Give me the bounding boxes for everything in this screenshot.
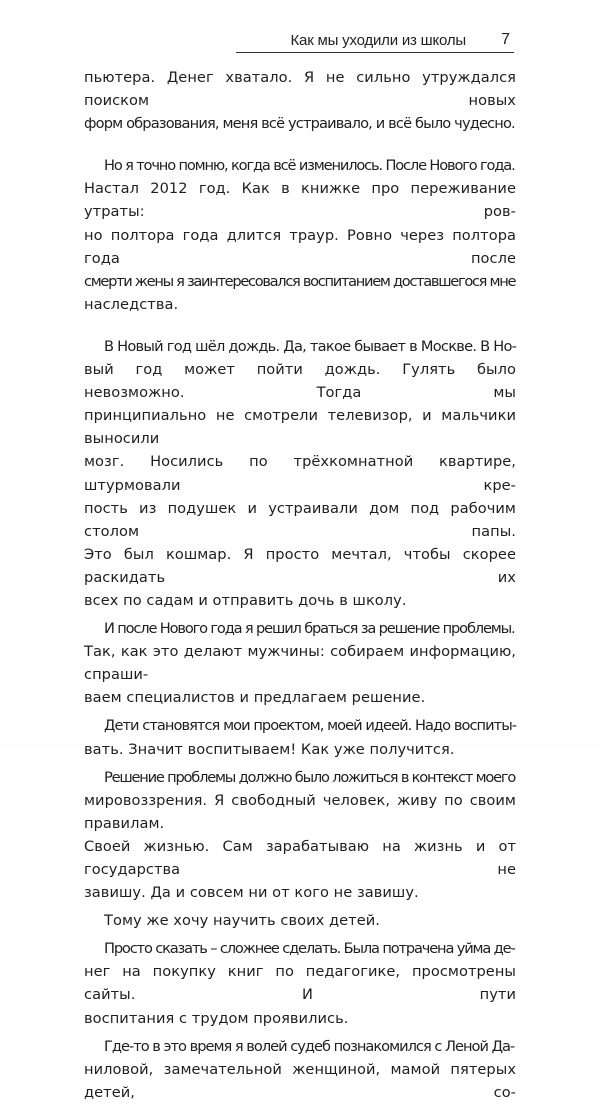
text-line: ниловой, замечательной женщиной, мамой пятерых детей, со- <box>84 1060 516 1101</box>
text-line: всех по садам и отправить дочь в школу. <box>84 591 407 609</box>
text-line: Но я точно помню, когда всё изменилось. После Нового года. <box>104 157 515 175</box>
text-line: мировоззрения. Я свободный человек, живу по своим правилам. <box>84 791 516 832</box>
text-line: принципиально не смотрели телевизор, и мальчики выносили <box>84 407 516 448</box>
text-line: вать. Значит воспитываем! Как уже получится. <box>84 740 455 758</box>
text-line: Тому же хочу научить своих детей. <box>104 912 380 930</box>
text-line: Решение проблемы должно было ложиться в контекст моего <box>104 768 516 786</box>
text-line: ваем специалистов и предлагаем решение. <box>84 689 426 707</box>
text-line: И после Нового года я решил браться за решение проблемы. <box>104 620 515 638</box>
text-line: Так, как это делают мужчины: собираем информацию, спраши- <box>84 643 516 684</box>
text-line: Дети становятся мои проектом, моей идеей. Надо воспиты- <box>104 717 517 735</box>
text-line: нег на покупку книг по педагогике, просмотрены сайты. И пути <box>84 963 516 1004</box>
text-line: смерти жены я заинтересовался воспитанием доставшегося мне <box>84 272 516 290</box>
running-header <box>236 30 514 53</box>
text-line: пость из подушек и устраивали дом под рабочим столом папы. <box>84 499 516 540</box>
text-line: Настал 2012 год. Как в книжке про переживание утраты: ров- <box>84 180 516 221</box>
text-line: форм образования, меня всё устраивало, и всё было чудесно. <box>84 115 515 133</box>
text-line: но полтора года длится траур. Ровно через полтора года после <box>84 226 516 267</box>
text-line: пьютера. Денег хватало. Я не сильно утруждался поиском новых <box>84 69 516 110</box>
page-number: 7 <box>501 31 510 48</box>
text-line: мозг. Носились по трёхкомнатной квартире, штурмовали кре- <box>84 453 516 494</box>
text-line: воспитания с трудом проявились. <box>84 1009 349 1027</box>
running-title: Как мы уходили из школы <box>290 32 466 49</box>
text-line: Где-то в это время я волей судеб познакомился с Леной Да- <box>104 1037 515 1055</box>
text-line: вый год может пойти дождь. Гулять было невозможно. Тогда мы <box>84 361 516 402</box>
text-line: наследства. <box>84 295 179 313</box>
text-line: В Новый год шёл дождь. Да, такое бывает в Москве. В Но- <box>104 337 517 355</box>
body-text <box>84 66 516 1104</box>
text-line: Своей жизнью. Сам зарабатываю на жизнь и от государства не <box>84 837 516 878</box>
text-line: Это был кошмар. Я просто мечтал, чтобы скорее раскидать их <box>84 545 516 586</box>
text-line: Просто сказать – сложнее сделать. Была потрачена уйма де- <box>104 940 515 958</box>
text-line: завишу. Да и совсем ни от кого не завишу. <box>84 884 419 902</box>
